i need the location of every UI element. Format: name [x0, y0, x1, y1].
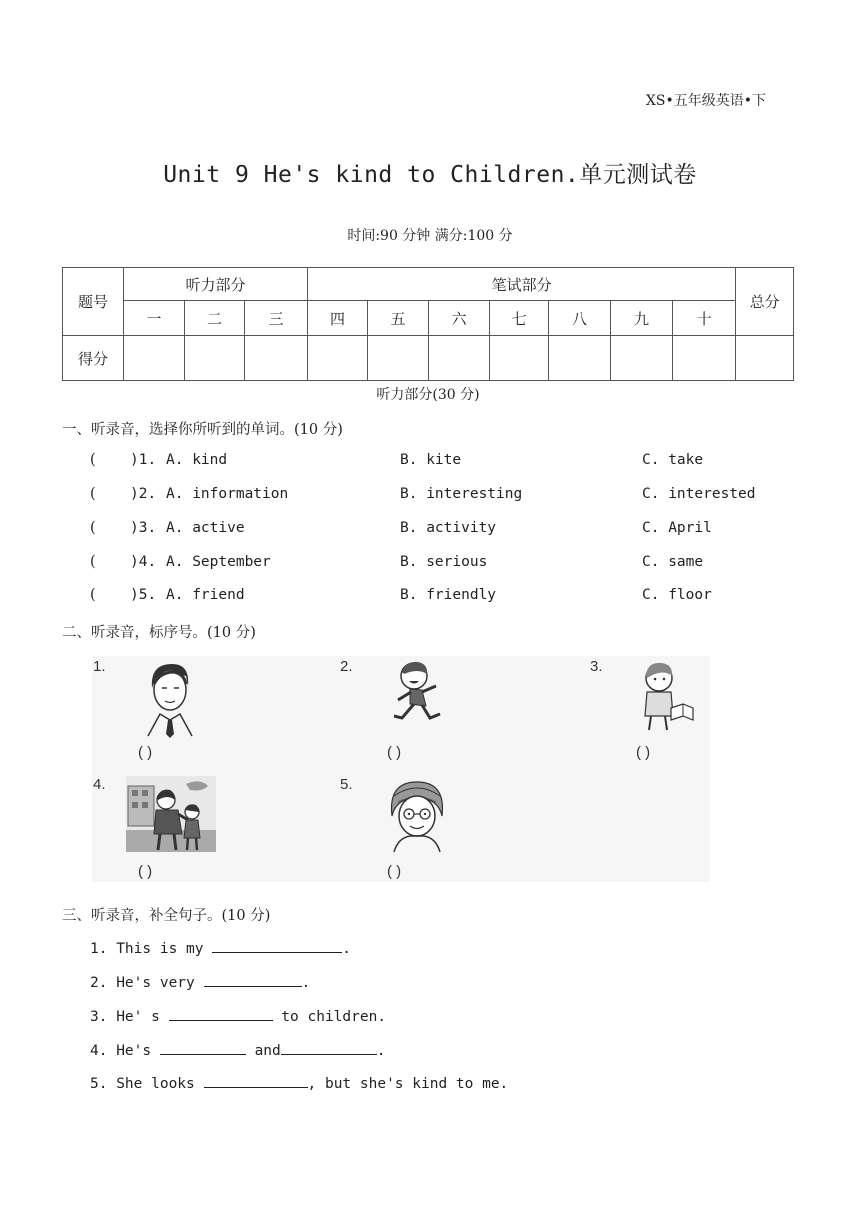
sentence-item [90, 1006, 386, 1025]
picture-number: 1. [93, 658, 106, 675]
column-header: 三 [245, 301, 308, 336]
grandmother-icon [384, 776, 450, 852]
score-cell[interactable] [245, 336, 308, 381]
label-tihao: 题号 [63, 268, 124, 336]
score-table [62, 267, 794, 381]
option-a: A. active [166, 520, 245, 536]
option-b: B. kite [400, 452, 462, 468]
sentence-prefix: 1. This is my [90, 941, 213, 957]
question-number: )4. [130, 554, 157, 570]
sentence-item [90, 1073, 508, 1092]
score-cell[interactable] [368, 336, 429, 381]
sentence-prefix: 5. She looks [90, 1076, 204, 1092]
answer-paren[interactable]: ( [90, 452, 96, 468]
sentence-item [90, 1040, 386, 1059]
sentence-suffix: , but she's kind to me. [307, 1076, 509, 1092]
picture-number: 2. [340, 658, 353, 675]
score-cell[interactable] [124, 336, 185, 381]
option-c: C. floor [642, 587, 712, 603]
option-b: B. activity [400, 520, 497, 536]
option-a: A. kind [166, 452, 228, 468]
score-cell[interactable] [611, 336, 673, 381]
column-header: 十 [673, 301, 736, 336]
picture-number: 5. [340, 776, 353, 793]
option-a: A. September [166, 554, 271, 570]
child-reading-icon [635, 658, 697, 734]
row-label-score: 得分 [63, 336, 124, 381]
answer-blank[interactable] [160, 1040, 246, 1055]
answer-blank[interactable] [281, 1040, 377, 1055]
picture-answer-paren[interactable]: ( ) [138, 744, 153, 761]
option-b: B. interesting [400, 486, 523, 502]
page-title: Unit 9 He's kind to Children.单元测试卷 [163, 162, 697, 188]
picture-number: 3. [590, 658, 603, 675]
sentence-item [90, 938, 351, 957]
column-header: 四 [308, 301, 368, 336]
header-note: XS•五年级英语•下 [645, 93, 766, 109]
answer-blank[interactable] [212, 938, 342, 953]
sentence-prefix: 3. He' s [90, 1009, 169, 1025]
column-header: 九 [611, 301, 673, 336]
answer-paren[interactable]: ( [90, 520, 96, 536]
sentence-suffix: . [342, 941, 351, 957]
sentence-suffix: . [376, 1043, 386, 1059]
option-c: C. take [642, 452, 704, 468]
section1-title: 一、听录音，选择你所听到的单词。(10 分) [62, 422, 343, 438]
answer-blank[interactable] [204, 972, 302, 987]
option-b: B. serious [400, 554, 488, 570]
sentence-suffix: . [301, 975, 311, 991]
time-info: 时间:90 分钟 满分:100 分 [347, 228, 513, 244]
answer-paren[interactable]: ( [90, 587, 96, 603]
option-c: C. same [642, 554, 704, 570]
column-header: 六 [429, 301, 490, 336]
option-b: B. friendly [400, 587, 497, 603]
score-cell[interactable] [490, 336, 549, 381]
total-cell[interactable] [736, 336, 794, 381]
option-a: A. friend [166, 587, 245, 603]
column-header: 一 [124, 301, 185, 336]
listening-part-title: 听力部分(30 分) [376, 387, 480, 403]
option-c: C. interested [642, 486, 756, 502]
answer-blank[interactable] [169, 1006, 273, 1021]
sentence-middle: and [245, 1043, 281, 1059]
score-cell[interactable] [308, 336, 368, 381]
question-number: )1. [130, 452, 157, 468]
score-cell[interactable] [673, 336, 736, 381]
sentence-item [90, 972, 310, 991]
listening-group-header: 听力部分 [124, 268, 308, 301]
writing-group-header: 笔试部分 [308, 268, 736, 301]
running-boy-icon [388, 658, 448, 734]
column-header: 五 [368, 301, 429, 336]
answer-paren[interactable]: ( [90, 554, 96, 570]
man-with-tie-icon [140, 658, 200, 738]
answer-blank[interactable] [204, 1073, 308, 1088]
answer-paren[interactable]: ( [90, 486, 96, 502]
section2-title: 二、听录音，标序号。(10 分) [62, 625, 256, 641]
option-a: A. information [166, 486, 289, 502]
sentence-suffix: to children. [272, 1009, 387, 1025]
sentence-prefix: 2. He's very [90, 975, 204, 991]
section3-title: 三、听录音，补全句子。(10 分) [62, 908, 271, 924]
picture-number: 4. [93, 776, 106, 793]
picture-answer-paren[interactable]: ( ) [387, 863, 402, 880]
man-and-child-icon [126, 776, 216, 852]
column-header: 八 [549, 301, 611, 336]
score-cell[interactable] [185, 336, 245, 381]
question-number: )3. [130, 520, 157, 536]
picture-answer-paren[interactable]: ( ) [138, 863, 153, 880]
picture-answer-paren[interactable]: ( ) [636, 744, 651, 761]
score-cell[interactable] [549, 336, 611, 381]
sentence-prefix: 4. He's [90, 1043, 160, 1059]
column-header: 二 [185, 301, 245, 336]
option-c: C. April [642, 520, 712, 536]
question-number: )5. [130, 587, 157, 603]
total-header: 总分 [736, 268, 794, 336]
column-header: 七 [490, 301, 549, 336]
picture-answer-paren[interactable]: ( ) [387, 744, 402, 761]
question-number: )2. [130, 486, 157, 502]
score-cell[interactable] [429, 336, 490, 381]
